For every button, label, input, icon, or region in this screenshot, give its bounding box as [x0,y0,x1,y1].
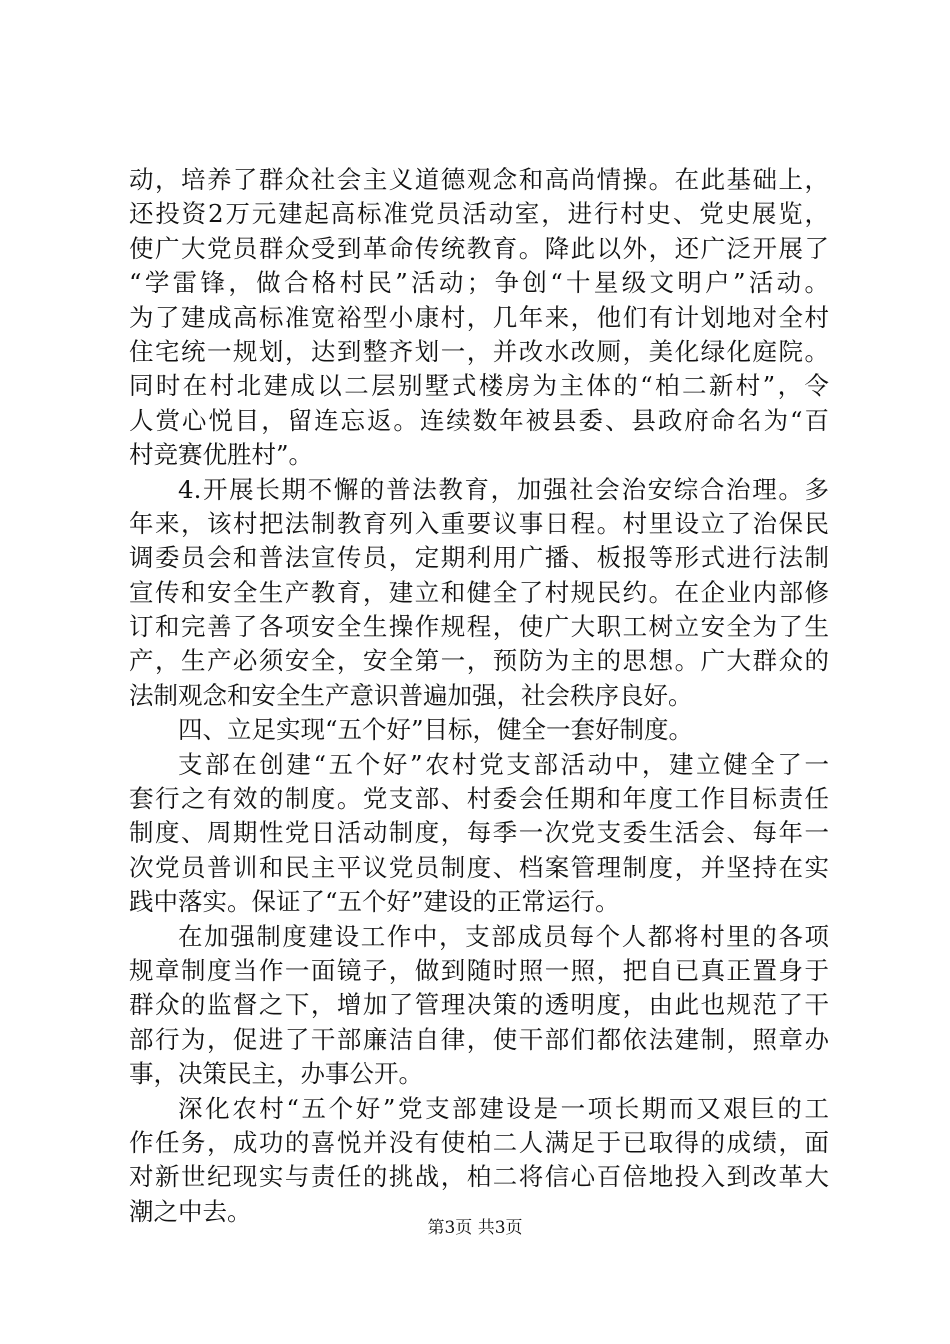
text-line: 践中落实。保证了“五个好”建设的正常运行。 [129,887,620,917]
text-line: 套行之有效的制度。党支部、村委会任期和年度工作目标责任 [129,784,829,814]
text-line: 潮之中去。 [129,1196,252,1226]
text-line: 村竞赛优胜村”。 [129,440,314,470]
text-line: 订和完善了各项安全生操作规程，使广大职工树立安全为了生 [129,612,829,642]
text-line: 群众的监督之下，增加了管理决策的透明度，由此也规范了干 [129,990,829,1020]
text-line: 使广大党员群众受到革命传统教育。降此以外，还广泛开展了 [129,233,829,263]
text-line: 同时在村北建成以二层别墅式楼房为主体的“柏二新村”，令 [129,371,829,401]
text-line: 产，生产必须安全，安全第一，预防为主的思想。广大群众的 [129,646,829,676]
text-line: 部行为，促进了干部廉洁自律，使干部们都依法建制，照章办 [129,1024,829,1054]
text-line: 动，培养了群众社会主义道德观念和高尚情操。在此基础上， [129,165,829,194]
text-line: 对新世纪现实与责任的挑战，柏二将信心百倍地投入到改革大 [129,1162,829,1192]
text-line: 人赏心悦目，留连忘返。连续数年被县委、县政府命名为“百 [129,405,829,435]
text-line: 为了建成高标准宽裕型小康村，几年来，他们有计划地对全村 [129,302,829,332]
text-line: 在加强制度建设工作中，支部成员每个人都将村里的各项 [178,921,829,951]
text-line: 还投资2万元建起高标准党员活动室，进行村史、党史展览， [129,199,829,229]
text-line: 法制观念和安全生产意识普遍加强，社会秩序良好。 [129,680,693,710]
text-line: 制度、周期性党日活动制度，每季一次党支委生活会、每年一 [129,818,829,848]
text-line: 作任务，成功的喜悦并没有使柏二人满足于已取得的成绩，面 [129,1127,829,1157]
paragraph-heading-4: 4.开展长期不懈的普法教育，加强社会治安综合治理。多 [178,474,829,504]
text-line: 调委员会和普法宣传员，定期利用广播、板报等形式进行法制 [129,543,829,573]
document-body [129,163,829,1229]
text-line: 深化农村“五个好”党支部建设是一项长期而又艰巨的工 [178,1093,829,1123]
text-line: 年来，该村把法制教育列入重要议事日程。村里设立了治保民 [129,508,829,538]
text-line: 宣传和安全生产教育，建立和健全了村规民约。在企业内部修 [129,577,829,607]
text-line: 规章制度当作一面镜子，做到随时照一照，把自已真正置身于 [129,955,829,985]
text-line: 支部在创建“五个好”农村党支部活动中，建立健全了一 [178,749,829,779]
section-heading: 四、立足实现“五个好”目标，健全一套好制度。 [178,715,694,745]
text-line: 次党员普训和民主平议党员制度、档案管理制度，并坚持在实 [129,852,829,882]
text-line: 事，决策民主，办事公开。 [129,1059,423,1089]
text-line: “学雷锋，做合格村民”活动；争创“十星级文明户”活动。 [129,268,829,298]
page-number-footer: 第3页 共3页 [427,1218,523,1238]
text-line: 住宅统一规划，达到整齐划一，并改水改厕，美化绿化庭院。 [129,336,829,366]
